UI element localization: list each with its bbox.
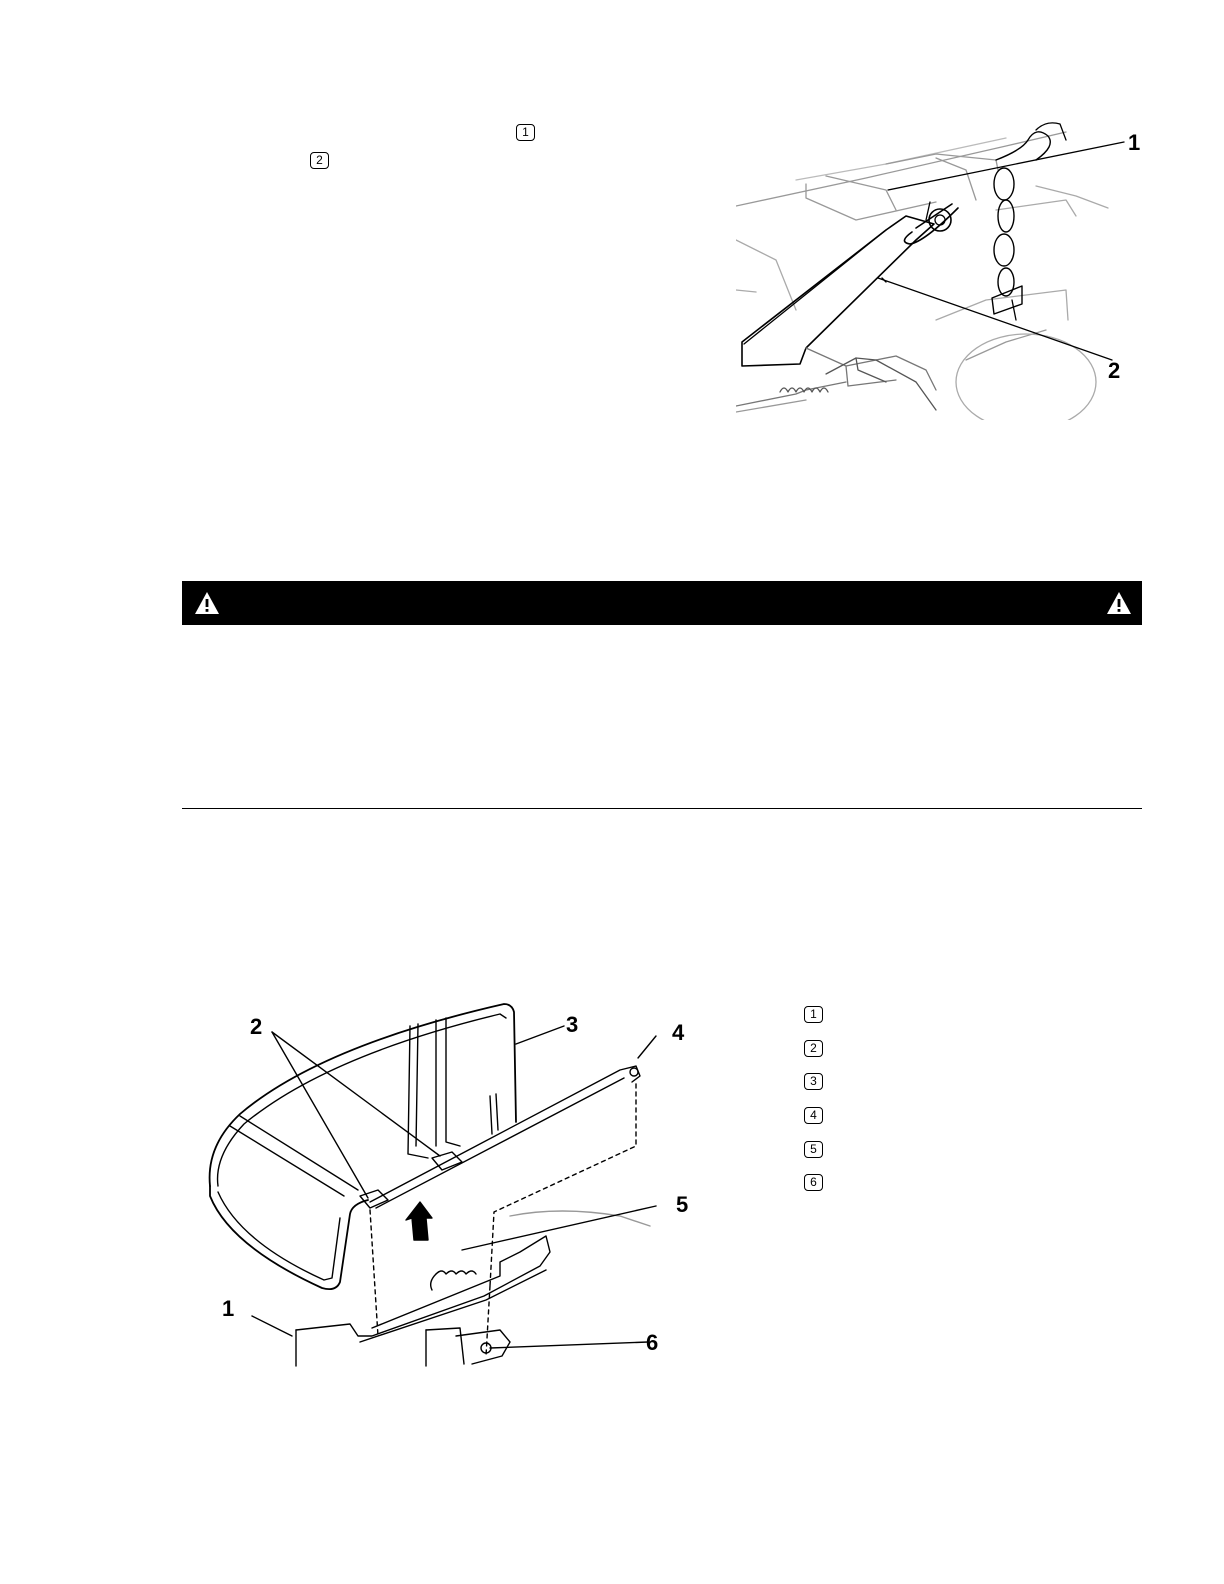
inline-callout-1: 1 [516, 124, 535, 141]
figure1-callout-1: 1 [1128, 130, 1141, 155]
legend-item-2: 2 [804, 1040, 823, 1057]
legend-item-4: 4 [804, 1107, 823, 1124]
hitch-drawing [736, 120, 1156, 420]
warning-triangle-icon [1106, 591, 1132, 615]
warning-triangle-icon [194, 591, 220, 615]
legend-item-1: 1 [804, 1006, 823, 1023]
figure2-callout-5: 5 [676, 1192, 689, 1217]
figure1-callout-2: 2 [1108, 358, 1121, 383]
figure2-callout-1: 1 [222, 1296, 235, 1321]
legend-item-6: 6 [804, 1174, 823, 1191]
figure2-callout-4: 4 [672, 1020, 685, 1045]
inline-callout-2: 2 [310, 152, 329, 169]
deflector-drawing [200, 996, 700, 1376]
legend-item-3: 3 [804, 1073, 823, 1090]
figure-deflector-illustration [200, 996, 700, 1376]
figure2-callout-3: 3 [566, 1012, 579, 1037]
section-divider [182, 808, 1142, 809]
figure2-callout-2: 2 [250, 1014, 263, 1039]
figure-hitch-illustration [736, 120, 1156, 420]
warning-banner [182, 581, 1142, 625]
legend-item-5: 5 [804, 1141, 823, 1158]
figure2-callout-6: 6 [646, 1330, 659, 1355]
